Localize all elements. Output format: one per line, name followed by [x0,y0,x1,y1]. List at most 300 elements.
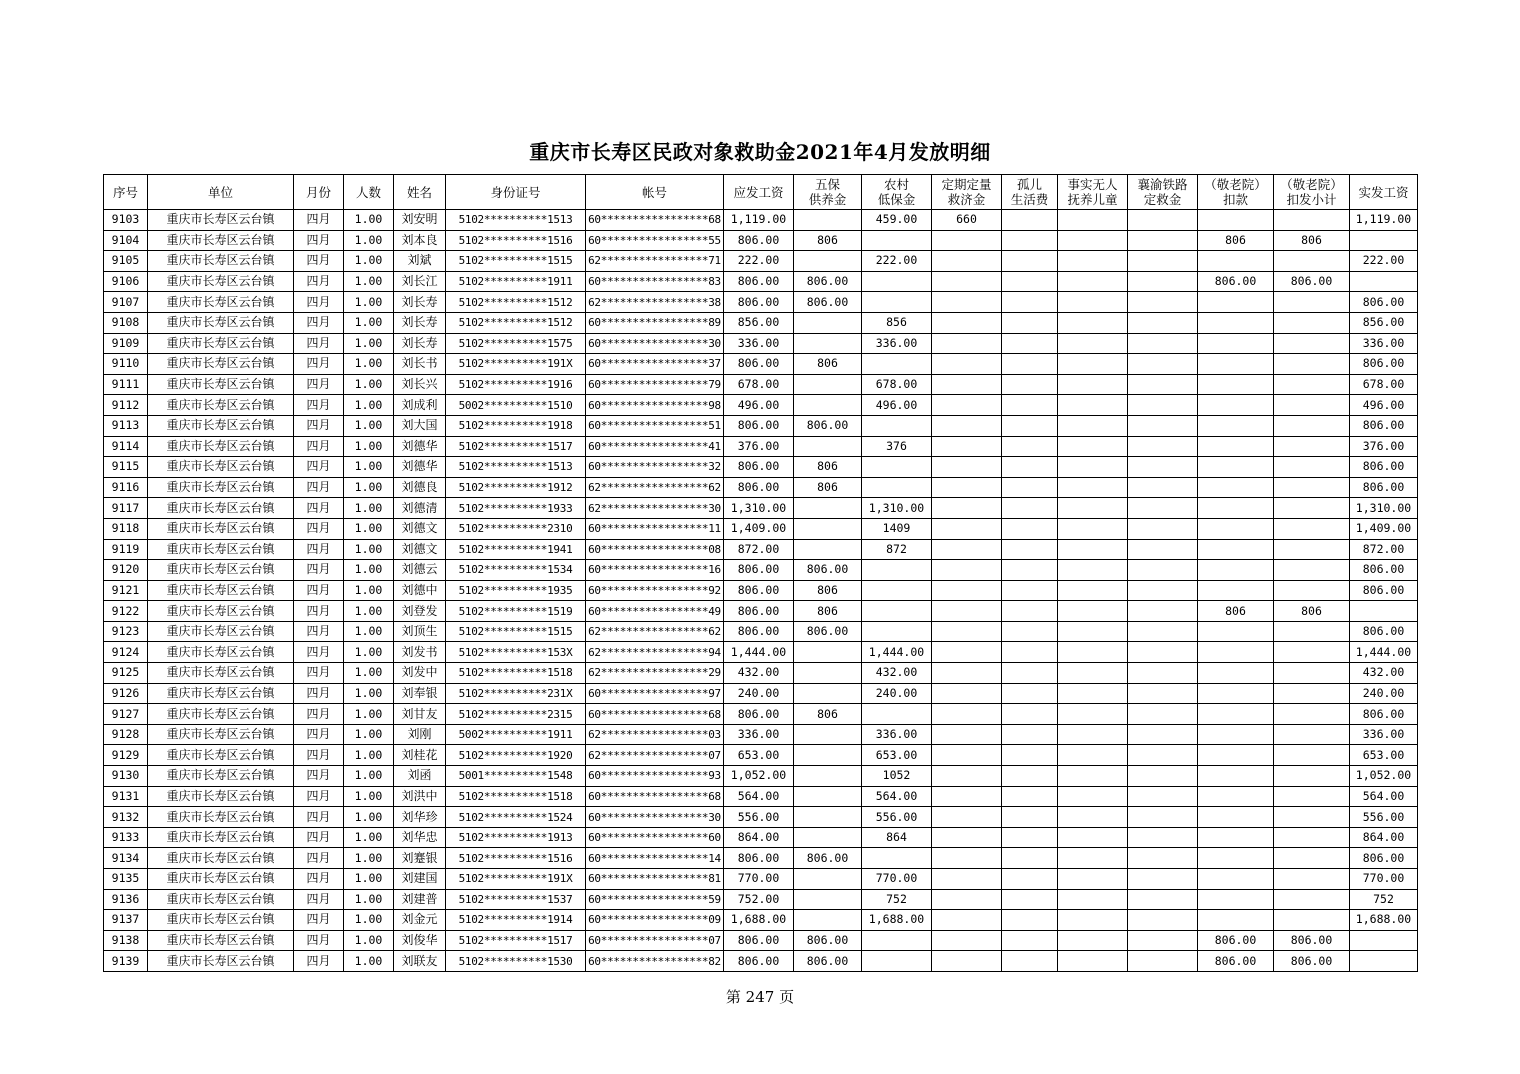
table-cell [932,889,1002,910]
table-cell: 5102**********1575 [446,333,586,354]
table-cell: 432.00 [724,663,794,684]
table-cell [1058,683,1128,704]
table-cell [794,724,862,745]
table-cell [862,477,932,498]
table-cell: 806.00 [1198,930,1274,951]
table-cell: 806.00 [1350,704,1418,725]
column-header-text: 序号 [112,184,138,200]
table-cell [1058,354,1128,375]
table-cell [1274,910,1350,931]
table-cell: 刘蹇银 [394,848,446,869]
table-cell: 806.00 [794,415,862,436]
table-cell: 1.00 [344,436,394,457]
table-cell [932,745,1002,766]
table-row [104,498,1418,519]
table-cell [1128,663,1198,684]
table-cell [1002,951,1058,972]
table-cell [1274,210,1350,231]
table-cell: 四月 [294,374,344,395]
table-cell: 重庆市长寿区云台镇 [148,498,294,519]
table-cell: 564.00 [724,786,794,807]
table-cell [1002,312,1058,333]
column-header-text: 农村 [883,177,909,192]
table-cell: 222.00 [862,251,932,272]
table-cell: 5102**********153X [446,642,586,663]
table-cell [932,621,1002,642]
table-cell [862,457,932,478]
table-cell [1002,827,1058,848]
table-cell: 806.00 [794,951,862,972]
table-cell: 376.00 [1350,436,1418,457]
table-cell: 60*****************83 [586,271,724,292]
table-cell: 刘顶生 [394,621,446,642]
table-cell: 5102**********191X [446,354,586,375]
table-cell: 重庆市长寿区云台镇 [148,642,294,663]
table-cell [1274,724,1350,745]
table-cell: 806 [794,354,862,375]
table-cell: 重庆市长寿区云台镇 [148,374,294,395]
table-cell: 1,688.00 [1350,910,1418,931]
table-cell: 四月 [294,477,344,498]
column-header-text: 身份证号 [490,184,541,200]
table-cell [1274,683,1350,704]
table-cell [1002,724,1058,745]
table-cell: 240.00 [724,683,794,704]
table-cell [1128,766,1198,787]
table-cell: 四月 [294,930,344,951]
table-cell: 1409 [862,518,932,539]
table-cell: 5102**********1524 [446,807,586,828]
table-cell: 四月 [294,745,344,766]
table-cell [1198,333,1274,354]
table-cell [1198,312,1274,333]
table-cell [932,539,1002,560]
table-cell: 1.00 [344,477,394,498]
table-cell: 刘华珍 [394,807,446,828]
table-cell [1198,539,1274,560]
table-cell: 刘安明 [394,210,446,231]
table-cell: 336.00 [862,724,932,745]
table-cell: 9103 [104,210,148,231]
table-cell: 1.00 [344,580,394,601]
table-row [104,745,1418,766]
table-cell: 752 [862,889,932,910]
table-cell: 重庆市长寿区云台镇 [148,889,294,910]
table-cell: 5102**********1516 [446,230,586,251]
table-row [104,395,1418,416]
table-cell: 5102**********1519 [446,601,586,622]
table-cell [1058,889,1128,910]
table-cell [794,251,862,272]
table-cell: 60*****************81 [586,869,724,890]
table-cell [932,766,1002,787]
table-cell [1058,498,1128,519]
table-cell: 240.00 [862,683,932,704]
table-cell: 678.00 [1350,374,1418,395]
table-cell [932,292,1002,313]
table-cell: 1,688.00 [724,910,794,931]
table-cell [1198,498,1274,519]
table-cell [794,683,862,704]
table-cell: 60*****************30 [586,333,724,354]
table-cell: 806 [794,477,862,498]
table-cell: 660 [932,210,1002,231]
table-row [104,724,1418,745]
table-cell [1274,333,1350,354]
table-cell [1002,930,1058,951]
table-cell: 9120 [104,560,148,581]
table-cell [1002,869,1058,890]
table-cell [1058,374,1128,395]
table-cell [1350,951,1418,972]
table-cell [932,436,1002,457]
column-header [932,175,1002,210]
table-cell [794,869,862,890]
table-cell [1128,786,1198,807]
table-cell: 9117 [104,498,148,519]
table-cell: 重庆市长寿区云台镇 [148,230,294,251]
table-cell: 1.00 [344,271,394,292]
table-cell: 刘长兴 [394,374,446,395]
table-cell [932,312,1002,333]
table-cell: 1.00 [344,560,394,581]
table-cell: 864.00 [724,827,794,848]
table-cell: 四月 [294,539,344,560]
table-cell [1128,436,1198,457]
table-cell: 1.00 [344,745,394,766]
table-cell [1002,807,1058,828]
table-cell: 刘德文 [394,518,446,539]
table-cell: 1,409.00 [1350,518,1418,539]
column-header [344,175,394,210]
table-cell [1002,251,1058,272]
table-cell: 刘发中 [394,663,446,684]
table-cell: 四月 [294,951,344,972]
table-cell [1274,498,1350,519]
table-cell [1198,848,1274,869]
table-cell: 678.00 [862,374,932,395]
table-cell: 1.00 [344,333,394,354]
table-cell: 60*****************55 [586,230,724,251]
table-cell [1058,869,1128,890]
table-cell: 1,310.00 [724,498,794,519]
table-cell: 556.00 [724,807,794,828]
table-cell [794,518,862,539]
table-cell [1198,251,1274,272]
table-cell [862,930,932,951]
table-cell [794,663,862,684]
table-cell: 5102**********1914 [446,910,586,931]
table-cell: 四月 [294,724,344,745]
table-cell [1198,621,1274,642]
table-cell [932,354,1002,375]
table-cell [932,374,1002,395]
table-cell [1128,642,1198,663]
table-cell [1128,395,1198,416]
column-header-text: （敬老院） [1204,177,1267,192]
table-cell: 5102**********1517 [446,436,586,457]
table-cell: 重庆市长寿区云台镇 [148,930,294,951]
table-cell: 60*****************41 [586,436,724,457]
table-cell: 62*****************62 [586,621,724,642]
column-header-text: 人数 [355,184,381,200]
table-cell: 5102**********1534 [446,560,586,581]
table-cell: 496.00 [1350,395,1418,416]
table-cell: 5102**********1513 [446,457,586,478]
table-cell: 806 [1198,601,1274,622]
table-cell [794,210,862,231]
table-cell [1128,271,1198,292]
table-cell [1002,518,1058,539]
table-cell: 864 [862,827,932,848]
table-cell [1128,251,1198,272]
table-cell: 四月 [294,786,344,807]
table-cell: 1.00 [344,395,394,416]
table-cell: 806 [1198,230,1274,251]
table-row [104,642,1418,663]
table-cell [1128,745,1198,766]
table-cell: 62*****************94 [586,642,724,663]
table-cell: 5102**********1935 [446,580,586,601]
table-cell [1128,704,1198,725]
table-cell [794,539,862,560]
table-row [104,869,1418,890]
table-cell [1274,580,1350,601]
column-header-text: 单位 [207,184,233,200]
table-cell: 653.00 [862,745,932,766]
table-cell: 四月 [294,333,344,354]
table-cell [1274,663,1350,684]
table-cell [1198,354,1274,375]
table-cell: 9119 [104,539,148,560]
table-cell [1058,745,1128,766]
table-cell: 60*****************60 [586,827,724,848]
table-row [104,704,1418,725]
table-cell: 四月 [294,271,344,292]
table-cell: 四月 [294,292,344,313]
table-cell: 5102**********1517 [446,930,586,951]
table-cell: 60*****************68 [586,704,724,725]
table-cell [1350,230,1418,251]
table-row [104,807,1418,828]
table-cell: 1,119.00 [724,210,794,231]
column-header [1350,175,1418,210]
column-header [148,175,294,210]
table-cell: 1,688.00 [862,910,932,931]
table-cell [794,395,862,416]
table-cell [1274,395,1350,416]
table-cell [1002,395,1058,416]
table-cell: 9131 [104,786,148,807]
table-cell [1128,910,1198,931]
table-cell: 刘建国 [394,869,446,890]
table-cell: 四月 [294,827,344,848]
table-cell: 806.00 [724,230,794,251]
table-cell: 重庆市长寿区云台镇 [148,436,294,457]
table-cell [1198,704,1274,725]
table-cell: 806.00 [724,704,794,725]
table-cell: 四月 [294,580,344,601]
table-cell: 重庆市长寿区云台镇 [148,786,294,807]
table-cell [1128,621,1198,642]
table-cell: 653.00 [724,745,794,766]
table-row [104,374,1418,395]
table-cell: 1,119.00 [1350,210,1418,231]
table-cell: 1,444.00 [1350,642,1418,663]
table-cell: 重庆市长寿区云台镇 [148,724,294,745]
table-cell [1058,930,1128,951]
table-cell [862,704,932,725]
table-cell: 806.00 [1350,580,1418,601]
table-cell: 864.00 [1350,827,1418,848]
table-cell [1274,827,1350,848]
table-cell: 刘长寿 [394,312,446,333]
table-cell: 5102**********1933 [446,498,586,519]
table-cell: 刘刚 [394,724,446,745]
table-cell: 806.00 [724,848,794,869]
table-cell [1002,354,1058,375]
table-cell [932,498,1002,519]
column-header-text: 供养金 [808,192,847,207]
table-cell: 856 [862,312,932,333]
column-header [1058,175,1128,210]
table-row [104,539,1418,560]
table-cell [1002,910,1058,931]
table-cell [1198,766,1274,787]
table-cell: 336.00 [862,333,932,354]
table-cell: 60*****************32 [586,457,724,478]
column-header-text: 定救金 [1143,192,1182,207]
table-cell: 重庆市长寿区云台镇 [148,601,294,622]
table-cell: 1.00 [344,312,394,333]
table-cell [1058,518,1128,539]
table-cell: 四月 [294,848,344,869]
table-cell: 重庆市长寿区云台镇 [148,415,294,436]
table-cell: 222.00 [724,251,794,272]
table-cell [1002,415,1058,436]
table-cell: 806 [794,230,862,251]
table-cell: 1.00 [344,663,394,684]
table-cell: 刘俊华 [394,930,446,951]
table-cell: 9127 [104,704,148,725]
table-cell [1002,498,1058,519]
table-row [104,683,1418,704]
table-cell: 1.00 [344,704,394,725]
table-cell: 9106 [104,271,148,292]
table-cell: 重庆市长寿区云台镇 [148,457,294,478]
table-cell: 四月 [294,704,344,725]
table-cell: 806 [794,601,862,622]
table-cell [1128,580,1198,601]
table-cell [932,951,1002,972]
table-cell: 四月 [294,663,344,684]
table-cell [1128,292,1198,313]
column-header-text: 姓名 [406,184,432,200]
table-cell [1274,251,1350,272]
table-cell: 1.00 [344,807,394,828]
table-cell: 9133 [104,827,148,848]
table-cell [1058,621,1128,642]
table-cell [1128,477,1198,498]
table-cell [1198,663,1274,684]
column-header [1128,175,1198,210]
table-cell [1058,271,1128,292]
table-cell: 重庆市长寿区云台镇 [148,621,294,642]
table-cell: 5002**********1510 [446,395,586,416]
table-cell [1002,848,1058,869]
table-cell: 1.00 [344,642,394,663]
table-cell: 重庆市长寿区云台镇 [148,848,294,869]
table-cell [1128,848,1198,869]
table-cell: 1.00 [344,518,394,539]
table-cell: 9113 [104,415,148,436]
table-cell [1002,601,1058,622]
table-cell: 376.00 [724,436,794,457]
table-cell: 1.00 [344,786,394,807]
table-cell: 9138 [104,930,148,951]
table-cell: 459.00 [862,210,932,231]
table-cell: 9128 [104,724,148,745]
table-cell [932,827,1002,848]
table-cell [1274,539,1350,560]
table-cell: 9123 [104,621,148,642]
table-cell [1002,210,1058,231]
column-header-text: 扣款 [1222,192,1248,207]
table-cell: 1.00 [344,539,394,560]
table-cell: 5102**********231X [446,683,586,704]
table-cell [1350,930,1418,951]
table-cell [794,333,862,354]
table-cell [1058,415,1128,436]
table-cell [1198,889,1274,910]
table-cell [1058,827,1128,848]
table-cell: 5102**********1913 [446,827,586,848]
table-cell [1274,354,1350,375]
table-cell: 60*****************37 [586,354,724,375]
table-row [104,415,1418,436]
table-cell: 806 [794,457,862,478]
column-header-text: 事实无人 [1067,177,1118,192]
table-cell: 1,052.00 [724,766,794,787]
table-cell: 四月 [294,230,344,251]
table-cell [1002,889,1058,910]
table-cell [1002,683,1058,704]
table-cell: 62*****************30 [586,498,724,519]
table-row [104,477,1418,498]
table-cell [932,271,1002,292]
table-cell [1198,683,1274,704]
table-cell [1274,848,1350,869]
table-cell: 5102**********1513 [446,210,586,231]
table-cell: 9104 [104,230,148,251]
table-cell: 刘桂花 [394,745,446,766]
table-cell: 62*****************29 [586,663,724,684]
table-cell [794,436,862,457]
table-cell: 806.00 [794,292,862,313]
table-cell [1002,292,1058,313]
table-cell: 重庆市长寿区云台镇 [148,251,294,272]
table-cell: 806.00 [1350,457,1418,478]
column-header [862,175,932,210]
table-cell: 刘奉银 [394,683,446,704]
table-cell [1058,333,1128,354]
table-row [104,292,1418,313]
table-cell: 806.00 [1350,292,1418,313]
table-cell [794,889,862,910]
table-cell: 60*****************11 [586,518,724,539]
column-header [794,175,862,210]
table-cell: 806.00 [1198,271,1274,292]
